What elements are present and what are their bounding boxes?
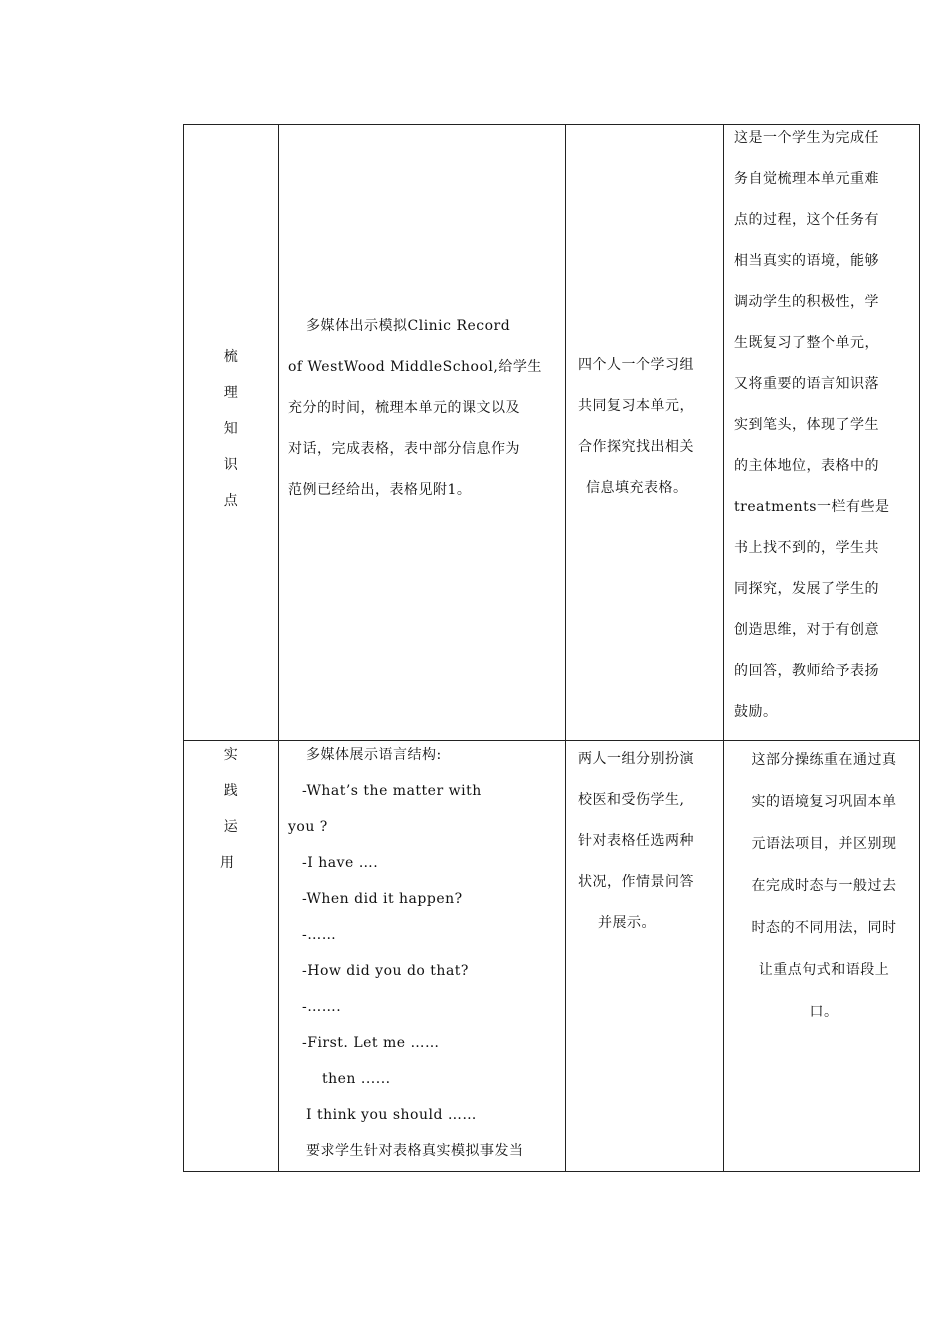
intent-line: 这是一个学生为完成任	[734, 130, 879, 146]
row-label-cell	[184, 737, 278, 881]
procedure-line: 充分的时间，梳理本单元的课文以及	[288, 400, 520, 416]
procedure-line: -……	[302, 927, 337, 943]
intent-line: 务自觉梳理本单元重难	[734, 171, 879, 187]
label-char: 知	[223, 421, 239, 437]
activity-line: 两人一组分别扮演	[578, 751, 694, 767]
intent-line: 时态的不同用法，同时	[751, 920, 897, 936]
procedure-line: 对话，完成表格，表中部分信息作为	[288, 441, 520, 457]
procedure-line: 范例已经给出，表格见附1。	[288, 482, 472, 498]
intent-line: 相当真实的语境，能够	[734, 253, 879, 269]
procedure-cell	[288, 306, 558, 511]
activity-line: 四个人一个学习组	[578, 357, 694, 373]
intent-line: 生既复习了整个单元，	[734, 335, 879, 351]
intent-line: 同探究，发展了学生的	[734, 581, 879, 597]
intent-line: 又将重要的语言知识落	[734, 376, 879, 392]
intent-line: 口。	[809, 1004, 839, 1020]
column-divider	[565, 125, 566, 1171]
intent-line: 书上找不到的，学生共	[734, 540, 879, 556]
intent-line: 鼓励。	[734, 704, 778, 720]
activity-line: 校医和受伤学生,	[578, 792, 685, 808]
label-char: 运	[223, 819, 239, 835]
activity-line: 针对表格任选两种	[578, 833, 694, 849]
activity-line: 合作探究找出相关	[578, 439, 694, 455]
procedure-line: -I have ….	[302, 855, 379, 871]
intent-line: 的回答，教师给予表扬	[734, 663, 879, 679]
student-activity-cell	[578, 345, 718, 509]
procedure-line: 多媒体展示语言结构:	[306, 747, 442, 763]
procedure-line: you ?	[288, 819, 328, 835]
row-label-cell	[184, 339, 278, 519]
procedure-cell	[288, 737, 558, 1169]
intent-line: 在完成时态与一般过去	[751, 878, 897, 894]
intent-line: 点的过程，这个任务有	[734, 212, 879, 228]
intent-line: 的主体地位，表格中的	[734, 458, 879, 474]
activity-line: 信息填充表格。	[586, 480, 688, 496]
label-char: 践	[223, 783, 239, 799]
label-char: 用	[220, 855, 235, 871]
label-char: 理	[223, 385, 239, 401]
procedure-line: -When did it happen?	[302, 891, 463, 907]
design-intent-cell	[734, 739, 914, 1033]
intent-line: 创造思维，对于有创意	[734, 622, 879, 638]
procedure-line: -How did you do that?	[302, 963, 469, 979]
lesson-plan-table	[183, 124, 920, 1172]
intent-line: 调动学生的积极性，学	[734, 294, 879, 310]
intent-line: 实的语境复习巩固本单	[751, 794, 897, 810]
intent-line: 让重点句式和语段上	[758, 962, 890, 978]
column-divider	[278, 125, 279, 1171]
activity-line: 共同复习本单元，	[578, 398, 694, 414]
intent-line: 实到笔头，体现了学生	[734, 417, 879, 433]
student-activity-cell	[578, 739, 718, 944]
procedure-line: then ......	[322, 1071, 391, 1087]
procedure-line: of WestWood MiddleSchool,给学生	[288, 359, 542, 375]
procedure-line: -First. Let me ……	[302, 1035, 440, 1051]
column-divider	[723, 125, 724, 1171]
design-intent-cell	[734, 118, 914, 733]
label-char: 实	[223, 747, 239, 763]
procedure-line: -What’s the matter with	[302, 783, 482, 799]
activity-line: 状况，作情景问答	[578, 874, 694, 890]
intent-line: 这部分操练重在通过真	[751, 752, 897, 768]
procedure-line: -…….	[302, 999, 342, 1015]
activity-line: 并展示。	[598, 915, 656, 931]
procedure-line: I think you should ……	[306, 1107, 477, 1123]
intent-line: treatments一栏有些是	[734, 499, 890, 515]
label-char: 识	[223, 457, 239, 473]
label-char: 梳	[223, 349, 239, 365]
procedure-line: 要求学生针对表格真实模拟事发当	[306, 1143, 524, 1159]
label-char: 点	[223, 493, 239, 509]
procedure-line: 多媒体出示模拟Clinic Record	[306, 318, 511, 334]
intent-line: 元语法项目，并区别现	[751, 836, 897, 852]
